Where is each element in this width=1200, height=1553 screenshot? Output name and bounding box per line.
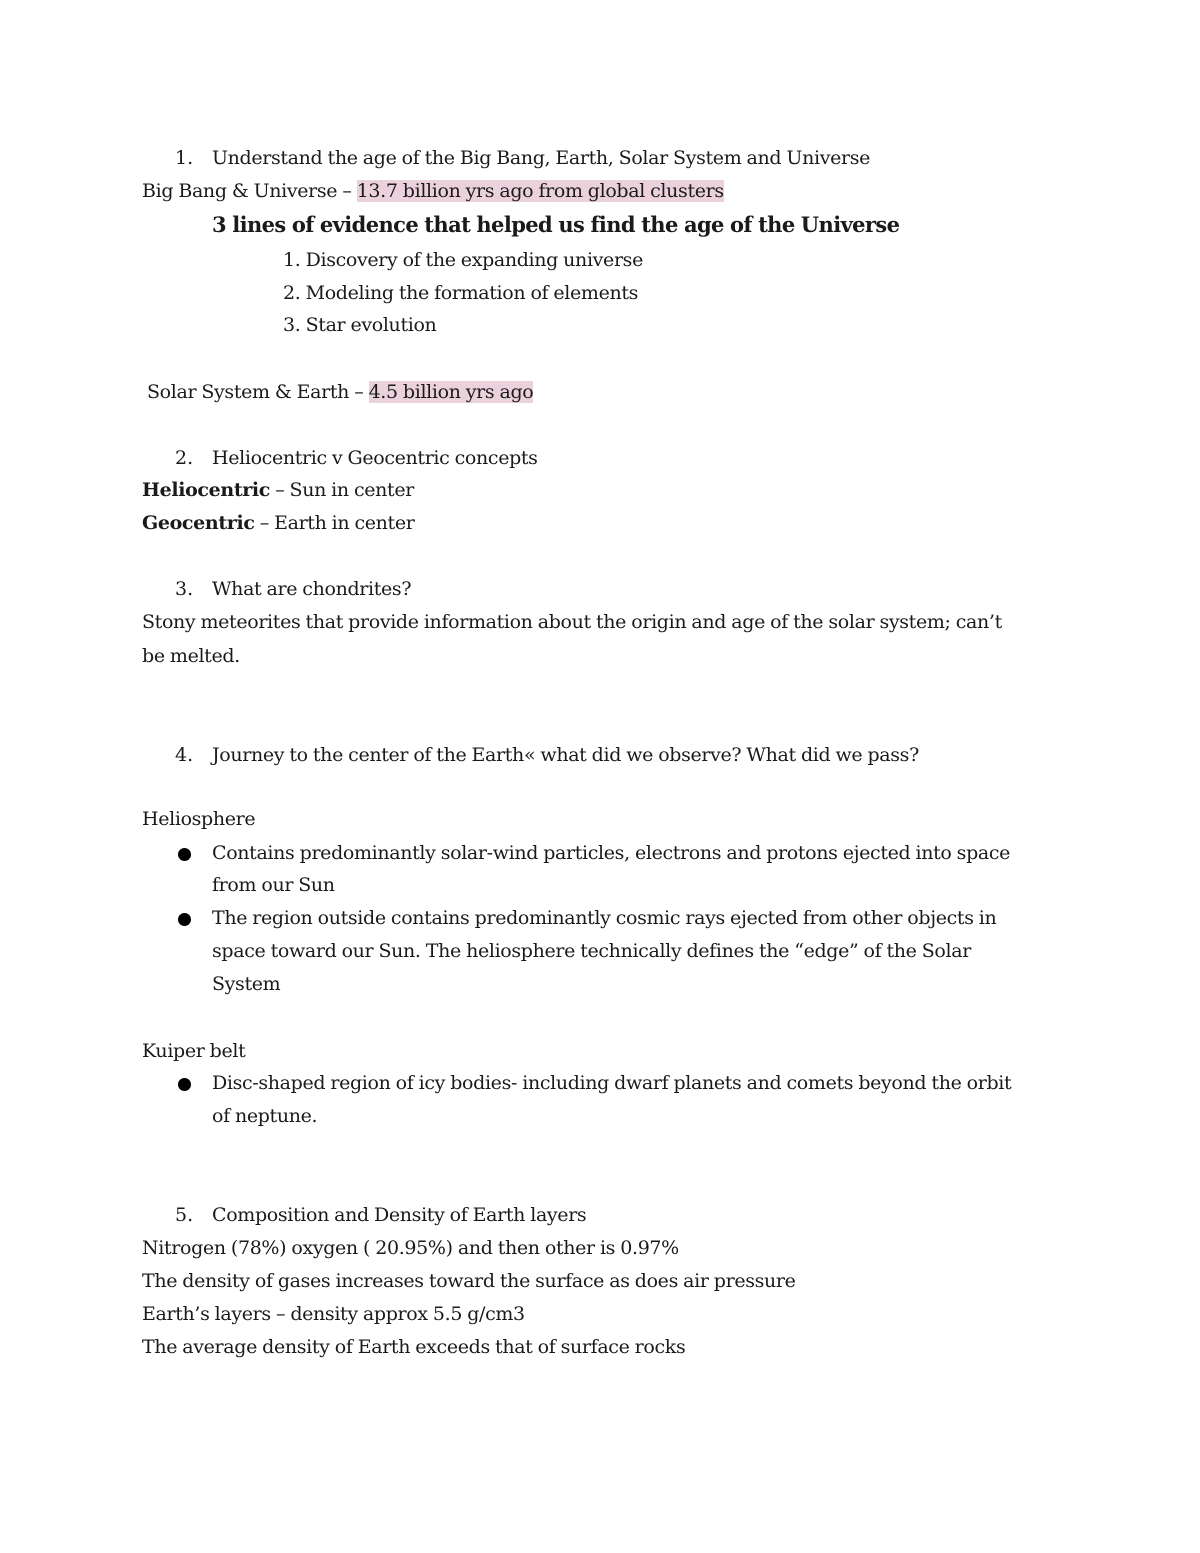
chondrites-answer-line-2: be melted. xyxy=(142,645,240,667)
heliosphere-bullet-1-line-1: Contains predominantly solar-wind particles, electrons and protons ejected into space xyxy=(212,842,1011,864)
item-title-2: Heliocentric v Geocentric concepts xyxy=(212,447,538,469)
kuiper-bullet-1-line-2: of neptune. xyxy=(212,1105,318,1127)
geocentric-term: Geocentric xyxy=(142,512,255,534)
solar-value-highlight: 4.5 billion yrs ago xyxy=(368,381,534,403)
item-title-4: Journey to the center of the Earth« what did we observe? What did we pass? xyxy=(212,744,919,766)
item-title-5: Composition and Density of Earth layers xyxy=(212,1204,587,1226)
solar-label: Solar System & Earth – xyxy=(147,381,369,403)
geocentric-definition: – Earth in center xyxy=(254,512,415,534)
evidence-item-2: 2. Modeling the formation of elements xyxy=(283,282,639,304)
heliocentric-term: Heliocentric xyxy=(142,479,270,501)
heliosphere-bullet-2-line-1: The region outside contains predominantly cosmic rays ejected from other objects in xyxy=(212,907,997,929)
item-title-3: What are chondrites? xyxy=(212,578,412,600)
solar-line xyxy=(147,380,533,404)
bullet-dot xyxy=(178,1078,191,1091)
composition-line-3: Earth’s layers – density approx 5.5 g/cm3 xyxy=(142,1303,525,1325)
item-number-4: 4. xyxy=(175,744,194,766)
heliosphere-bullet-2-line-3: System xyxy=(212,973,281,995)
heliocentric-definition: – Sun in center xyxy=(270,479,414,501)
heliocentric-line xyxy=(142,478,414,502)
kuiper-bullet-1-line-1: Disc-shaped region of icy bodies- including dwarf planets and comets beyond the orbit xyxy=(212,1072,1012,1094)
chondrites-answer-line-1: Stony meteorites that provide information about the origin and age of the solar system; can’t xyxy=(142,611,1002,633)
heliosphere-bullet-1-line-2: from our Sun xyxy=(212,874,335,896)
item-number-5: 5. xyxy=(175,1204,194,1226)
heliosphere-heading: Heliosphere xyxy=(142,808,256,830)
heliosphere-bullet-2-line-2: space toward our Sun. The heliosphere technically defines the “edge” of the Solar xyxy=(212,940,971,962)
item-number-1: 1. xyxy=(175,147,194,169)
item-title-1: Understand the age of the Big Bang, Earth, Solar System and Universe xyxy=(212,147,870,169)
composition-line-4: The average density of Earth exceeds that of surface rocks xyxy=(142,1336,686,1358)
evidence-item-3: 3. Star evolution xyxy=(283,314,437,336)
bigbang-line xyxy=(142,179,724,203)
item-number-2: 2. xyxy=(175,447,194,469)
geocentric-line xyxy=(142,511,414,535)
bigbang-label: Big Bang & Universe – xyxy=(142,180,357,202)
item-number-3: 3. xyxy=(175,578,194,600)
kuiper-belt-heading: Kuiper belt xyxy=(142,1040,246,1062)
evidence-heading: 3 lines of evidence that helped us find the age of the Universe xyxy=(212,212,900,237)
bullet-dot xyxy=(178,848,191,861)
bigbang-value-highlight: 13.7 billion yrs ago from global clusters xyxy=(356,180,724,202)
composition-line-2: The density of gases increases toward the surface as does air pressure xyxy=(142,1270,796,1292)
composition-line-1: Nitrogen (78%) oxygen ( 20.95%) and then other is 0.97% xyxy=(142,1237,679,1259)
evidence-item-1: 1. Discovery of the expanding universe xyxy=(283,249,643,271)
bullet-dot xyxy=(178,913,191,926)
